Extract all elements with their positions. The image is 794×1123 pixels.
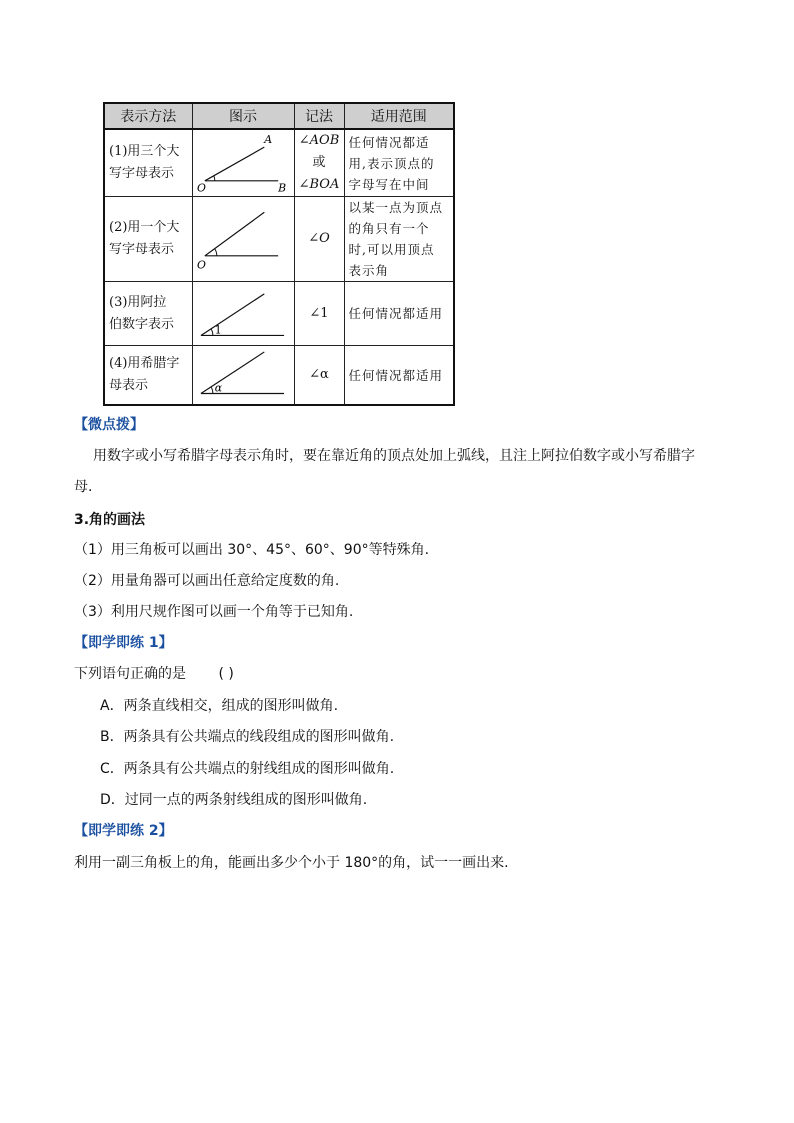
list-item: （3）利用尺规作图可以画一个角等于已知角. [74, 604, 354, 620]
practice1-heading: 【即学即练 1】 [74, 635, 173, 651]
option-c: C．两条具有公共端点的射线组成的图形叫做角. [100, 761, 395, 777]
label-o: O [196, 181, 206, 195]
header-scope: 适用范围 [344, 103, 454, 129]
angle-figure-aob [192, 129, 294, 197]
option-d: D．过同一点的两条射线组成的图形叫做角. [100, 792, 368, 808]
practice2-heading: 【即学即练 2】 [74, 823, 173, 839]
notation-cell: ∠1 [294, 282, 344, 346]
scope-cell: 以某一点为顶点 的角只有一个 时,可以用顶点 表示角 [344, 197, 454, 282]
scope-cell: 任何情况都适用 [344, 346, 454, 405]
header-figure: 图示 [192, 103, 294, 129]
table-row [104, 346, 454, 405]
angle-figure-o [192, 197, 294, 282]
list-item: （2）用量角器可以画出任意给定度数的角. [74, 573, 340, 589]
label-b: B [277, 181, 286, 195]
method-cell: (3)用阿拉 伯数字表示 [104, 282, 192, 346]
table-row [104, 197, 454, 282]
header-notation: 记法 [294, 103, 344, 129]
method-cell: (4)用希腊字 母表示 [104, 346, 192, 405]
method-cell: (1)用三个大 写字母表示 [104, 129, 192, 197]
label-a: A [263, 133, 272, 147]
label-1: 1 [214, 323, 222, 337]
list-item: （1）用三角板可以画出 30°、45°、60°、90°等特殊角. [74, 542, 430, 558]
answer-blank: ( ) [218, 666, 234, 682]
angle-notation-table [103, 102, 455, 406]
notation-cell: ∠AOB 或 ∠BOA [294, 129, 344, 197]
table-row [104, 282, 454, 346]
method-cell: (2)用一个大 写字母表示 [104, 197, 192, 282]
practice2-question: 利用一副三角板上的角，能画出多少个小于 180°的角，试一一画出来. [74, 855, 509, 871]
tip-text-line2: 母. [74, 479, 93, 495]
header-method: 表示方法 [104, 103, 192, 129]
tip-text-line1: 用数字或小写希腊字母表示角时，要在靠近角的顶点处加上弧线，且注上阿拉伯数字或小写希腊字 [93, 448, 695, 464]
notation-cell: ∠α [294, 346, 344, 405]
option-a: A．两条直线相交，组成的图形叫做角. [100, 698, 339, 714]
label-o: O [196, 258, 206, 272]
angle-figure-1 [192, 282, 294, 346]
scope-cell: 任何情况都适用 [344, 282, 454, 346]
section-title: 3.角的画法 [74, 512, 146, 528]
scope-cell: 任何情况都适 用,表示顶点的 字母写在中间 [344, 129, 454, 197]
practice1-question: 下列语句正确的是 ( ) [74, 666, 234, 682]
tip-heading: 【微点拨】 [74, 417, 144, 433]
label-alpha: α [214, 381, 222, 395]
option-b: B．两条具有公共端点的线段组成的图形叫做角. [100, 729, 395, 745]
notation-cell: ∠O [294, 197, 344, 282]
angle-figure-alpha [192, 346, 294, 405]
table-row [104, 129, 454, 197]
